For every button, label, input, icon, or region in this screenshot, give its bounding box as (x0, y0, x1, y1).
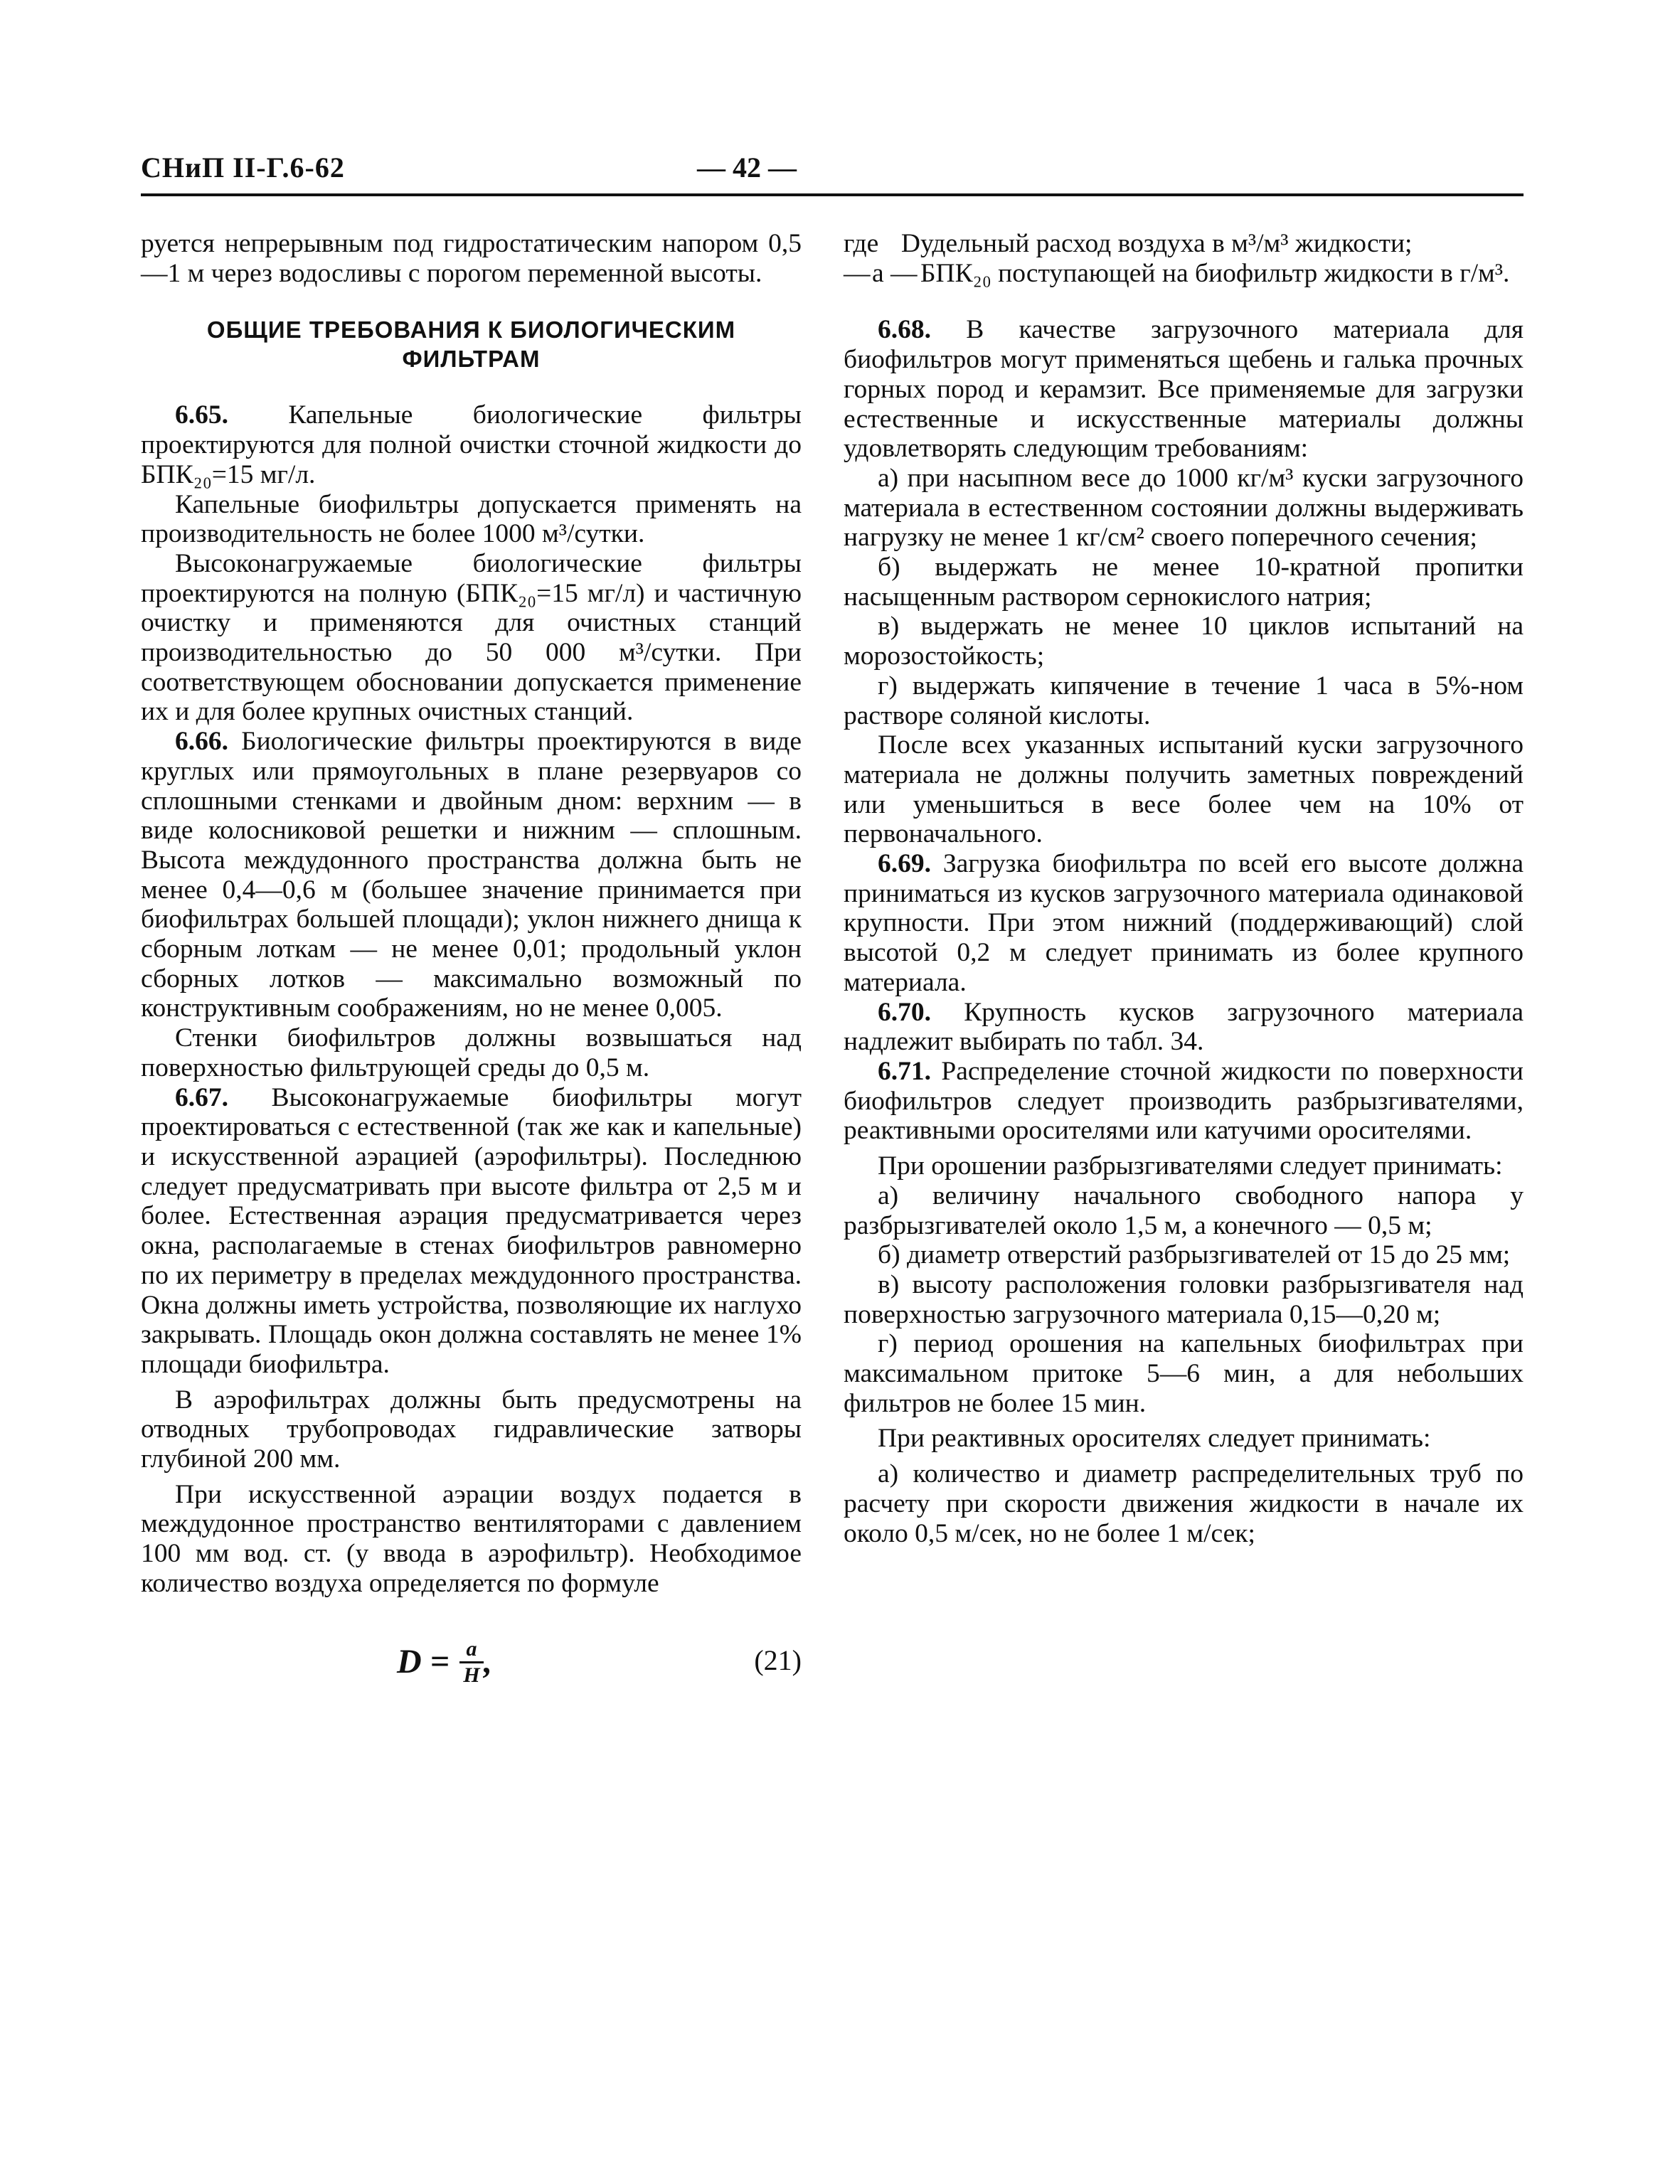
formula-denominator: H (463, 1663, 480, 1687)
where-a (844, 259, 1524, 289)
clause-6-65 (141, 400, 802, 489)
clause-6-71-g: При реактивных оросителях следует принимать: (878, 1424, 1431, 1454)
section-heading: ОБЩИЕ ТРЕБОВАНИЯ К БИОЛОГИЧЕСКИМ ФИЛЬТРАМ (206, 316, 736, 373)
left-column (141, 229, 802, 1712)
formula-21 (141, 1627, 802, 1712)
requirement-d: г) выдержать кипячение в течение 1 часа в 5%-ном растворе соляной кислоты. (844, 671, 1524, 730)
clause-6-68 (844, 315, 1524, 464)
clause-number: 6.68. (878, 315, 931, 345)
clause-6-65-c: Высоконагружаемые биологические фильтры проектируются на полную (БПК₂₀=15 мг/л) и частичную очистку и применяются для очистных станций производительностью до 50 000 м³/сутки. При соответствующем обосновании допускается применение их и для более крупных очистных станций. (141, 548, 802, 727)
clause-number: 6.67. (175, 1082, 228, 1112)
reactive-a: а) количество и диаметр распределительных труб по расчету при скорости движения жидкости в начале их около 0,5 м/сек, но не более 1 м/сек; (844, 1459, 1524, 1548)
requirement-a: а) при насыпном весе до 1000 кг/м³ куски загрузочного материала в естественном состоянии должны выдерживать нагрузку не менее 1 кг/см² своего поперечного сечения; (844, 463, 1524, 553)
clause-6-68-e: После всех указанных испытаний куски загрузочного материала не должны получить заметных повреждений или уменьшиться в весе более чем на 10% от первоначального. (844, 730, 1524, 849)
clause-number: 6.71. (878, 1056, 931, 1086)
where-d-text: удельный расход воздуха в м³/м³ жидкости; (920, 229, 1413, 258)
formula-numerator: a (466, 1636, 477, 1661)
clause-6-71-b: При орошении разбрызгивателями следует принимать: (878, 1151, 1503, 1181)
clause-6-67 (141, 1083, 802, 1380)
where-a-text: БПК₂₀ поступающей на биофильтр жидкости в г/м³. (920, 258, 1510, 288)
clause-text: Биологические фильтры проектируются в виде круглых или прямоугольных в плане резервуаров со сплошными стенками и двойным дном: верхним — в виде колосниковой решетки и нижним — сплошным. Высота междудонного пространства должна быть не менее 0,4—0,6 м (большее значение принимается при биофильтрах большей площади); уклон нижнего днища к сборным лоткам — не менее 0,01; продольный уклон сборных лотков — максимально возможный по конструктивным соображениям, но не менее 0,005. (141, 727, 802, 1023)
clause-text: Крупность кусков загрузочного материала надлежит выбирать по табл. 34. (844, 997, 1524, 1057)
formula-lhs: D = (397, 1643, 450, 1681)
header-rule (141, 193, 1524, 196)
paragraph-continuation: руется непрерывным под гидростатическим напором 0,5—1 м через водосливы с порогом переменной высоты. (141, 229, 802, 288)
sprinkler-b: б) диаметр отверстий разбрызгивателей от 15 до 25 мм; (878, 1240, 1511, 1270)
where-a-label: a — (872, 258, 918, 288)
clause-6-67-c: При искусственной аэрации воздух подается в междудонное пространство вентиляторами с давлением 100 мм вод. ст. (у ввода в аэрофильтр). Необходимое количество воздуха определяется по формуле (141, 1479, 802, 1598)
formula-number: (21) (754, 1644, 802, 1676)
clause-text: Загрузка биофильтра по всей его высоте должна приниматься из кусков загрузочного материала одинаковой крупности. При этом нижний (поддерживающий) слой высотой 0,2 м следует принимать из более крупного материала. (844, 849, 1524, 997)
document-code: СНиП II-Г.6-62 (141, 151, 345, 183)
right-column (844, 229, 1524, 1548)
formula-fraction (459, 1636, 484, 1687)
requirement-c: в) выдержать не менее 10 циклов испытаний на морозостойкость; (844, 612, 1524, 671)
requirement-b: б) выдержать не менее 10-кратной пропитки насыщенным раствором сернокислого натрия; (844, 553, 1524, 612)
clause-6-66 (141, 727, 802, 1023)
clause-number: 6.65. (175, 400, 228, 430)
page-header (141, 151, 1524, 193)
clause-6-69 (844, 849, 1524, 998)
where-label: где D — (844, 229, 920, 288)
clause-text: Распределение сточной жидкости по поверхности биофильтров следует производить разбрызгивателями, реактивными оросителями или катучими оросителями. (844, 1056, 1524, 1146)
clause-text: В качестве загрузочного материала для биофильтров могут применяться щебень и галька прочных горных пород и керамзит. Все применяемые для загрузки естественные и искусственные материалы должны удовлетворять следующим требованиям: (844, 315, 1524, 464)
clause-number: 6.70. (878, 997, 931, 1027)
formula-expression (397, 1636, 493, 1687)
page-number: — 42 — (697, 151, 797, 183)
clause-6-67-b: В аэрофильтрах должны быть предусмотрены на отводных трубопроводах гидравлические затворы глубиной 200 мм. (141, 1385, 802, 1474)
clause-number: 6.69. (878, 849, 931, 879)
clause-text: Высоконагружаемые биофильтры могут проектироваться с естественной (так же как и капельные) и искусственной аэрацией (аэрофильтры). Последнюю следует предусматривать при высоте фильтра от 2,5 м и более. Естественная аэрация предусматривается через окна, располагаемые в стенах биофильтров равномерно по их периметру в пределах междудонного пространства. Окна должны иметь устройства, позволяющие их наглухо закрывать. Площадь окон должна составлять не менее 1% площади биофильтра. (141, 1082, 802, 1379)
sprinkler-a: а) величину начального свободного напора у разбрызгивателей около 1,5 м, а конечного — 0,5 м; (844, 1181, 1524, 1240)
sprinkler-c: в) высоту расположения головки разбрызгивателя над поверхностью загрузочного материала 0,15—0,20 м; (844, 1269, 1524, 1329)
sprinkler-d: г) период орошения на капельных биофильтрах при максимальном притоке 5—6 мин, а для небольших фильтров не более 15 мин. (844, 1329, 1524, 1418)
clause-number: 6.66. (175, 727, 228, 757)
clause-6-65-b: Капельные биофильтры допускается применять на производительность не более 1000 м³/сутки. (141, 489, 802, 549)
formula-comma: , (484, 1643, 493, 1681)
clause-6-71 (844, 1057, 1524, 1146)
clause-6-66-b: Стенки биофильтров должны возвышаться над поверхностью фильтрующей среды до 0,5 м. (141, 1023, 802, 1082)
clause-text: Капельные биологические фильтры проектируются для полной очистки сточной жидкости до БПК₂₀=15 мг/л. (141, 400, 802, 489)
clause-6-70 (844, 998, 1524, 1057)
